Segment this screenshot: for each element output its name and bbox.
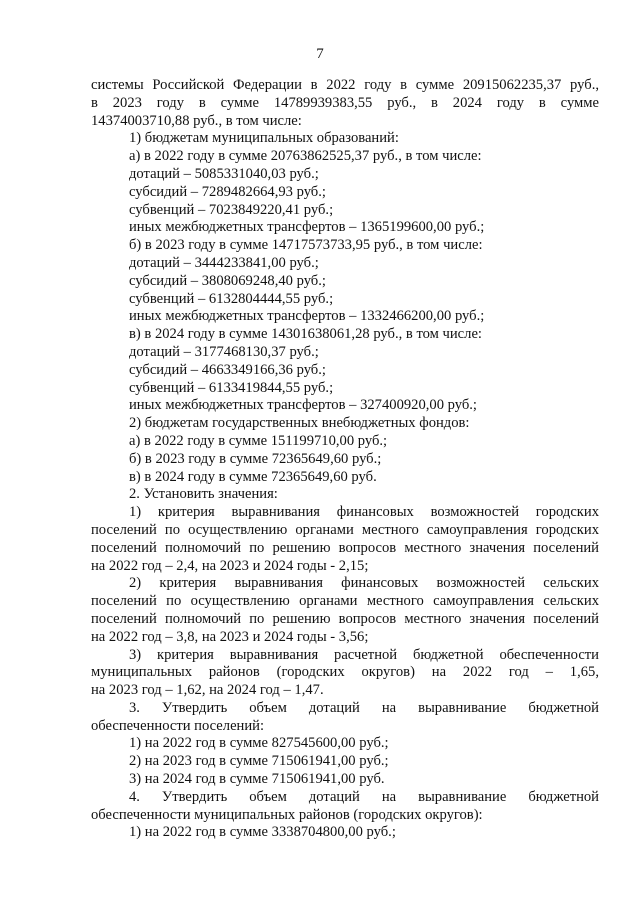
text-line: 14374003710,88 руб., в том числе:: [91, 112, 302, 129]
text-line: 2) на 2023 год в сумме 715061941,00 руб.;: [129, 753, 389, 770]
text-line: субсидий – 7289482664,93 руб.;: [129, 183, 326, 200]
text-line: 3. Утвердить объем дотаций на выравнивание бюджетной: [129, 699, 599, 716]
text-line: дотаций – 3177468130,37 руб.;: [129, 343, 319, 360]
text-line: 2) критерия выравнивания финансовых возможностей сельских: [129, 575, 599, 592]
text-line: 1) критерия выравнивания финансовых возможностей городских: [129, 504, 599, 521]
text-line: обеспеченности поселений:: [91, 717, 265, 734]
text-line: поселений по осуществлению органами местного самоуправления городских: [91, 521, 599, 538]
text-line: субвенций – 6133419844,55 руб.;: [129, 379, 334, 396]
text-line: 2) бюджетам государственных внебюджетных фондов:: [129, 415, 470, 432]
text-line: иных межбюджетных трансфертов – 327400920,00 руб.;: [129, 397, 477, 414]
text-line: б) в 2023 году в сумме 14717573733,95 руб., в том числе:: [129, 237, 483, 254]
text-line: дотаций – 5085331040,03 руб.;: [129, 165, 319, 182]
text-line: субвенций – 6132804444,55 руб.;: [129, 290, 334, 307]
text-line: в) в 2024 году в сумме 72365649,60 руб.: [129, 468, 377, 485]
text-line: в 2023 году в сумме 14789939383,55 руб., в 2024 году в сумме: [91, 94, 599, 111]
text-line: 4. Утвердить объем дотаций на выравнивание бюджетной: [129, 788, 599, 805]
text-line: в) в 2024 году в сумме 14301638061,28 руб., в том числе:: [129, 326, 482, 343]
text-line: муниципальных районов (городских округов) на 2022 год – 1,65,: [91, 664, 599, 681]
text-line: 3) на 2024 год в сумме 715061941,00 руб.: [129, 771, 385, 788]
text-line: субсидий – 4663349166,36 руб.;: [129, 361, 326, 378]
text-line: субвенций – 7023849220,41 руб.;: [129, 201, 334, 218]
text-line: 2. Установить значения:: [129, 486, 278, 503]
text-line: иных межбюджетных трансфертов – 1332466200,00 руб.;: [129, 308, 485, 325]
text-line: иных межбюджетных трансфертов – 1365199600,00 руб.;: [129, 219, 485, 236]
text-line: 3) критерия выравнивания расчетной бюджетной обеспеченности: [129, 646, 599, 663]
text-line: обеспеченности муниципальных районов (городских округов):: [91, 806, 483, 823]
text-line: субсидий – 3808069248,40 руб.;: [129, 272, 326, 289]
text-line: системы Российской Федерации в 2022 году в сумме 20915062235,37 руб.,: [91, 77, 599, 93]
text-line: поселений по осуществлению органами местного самоуправления сельских: [91, 593, 599, 610]
text-line: на 2023 год – 1,62, на 2024 год – 1,47.: [91, 682, 324, 699]
text-line: поселений полномочий по решению вопросов местного значения поселений: [91, 610, 599, 627]
text-line: поселений полномочий по решению вопросов местного значения поселений: [91, 539, 599, 556]
text-line: на 2022 год – 3,8, на 2023 и 2024 годы - 3,56;: [91, 628, 369, 645]
text-line: 1) бюджетам муниципальных образований:: [129, 130, 399, 147]
text-line: дотаций – 3444233841,00 руб.;: [129, 254, 319, 271]
text-line: на 2022 год – 2,4, на 2023 и 2024 годы - 2,15;: [91, 557, 369, 574]
text-line: 1) на 2022 год в сумме 3338704800,00 руб.;: [129, 824, 396, 841]
text-line: а) в 2022 году в сумме 151199710,00 руб.;: [129, 432, 388, 449]
text-line: 1) на 2022 год в сумме 827545600,00 руб.;: [129, 735, 389, 752]
document-body: [91, 77, 599, 842]
text-line: а) в 2022 году в сумме 20763862525,37 руб., в том числе:: [129, 148, 482, 165]
page-number: 7: [316, 46, 324, 62]
text-line: б) в 2023 году в сумме 72365649,60 руб.;: [129, 450, 382, 467]
